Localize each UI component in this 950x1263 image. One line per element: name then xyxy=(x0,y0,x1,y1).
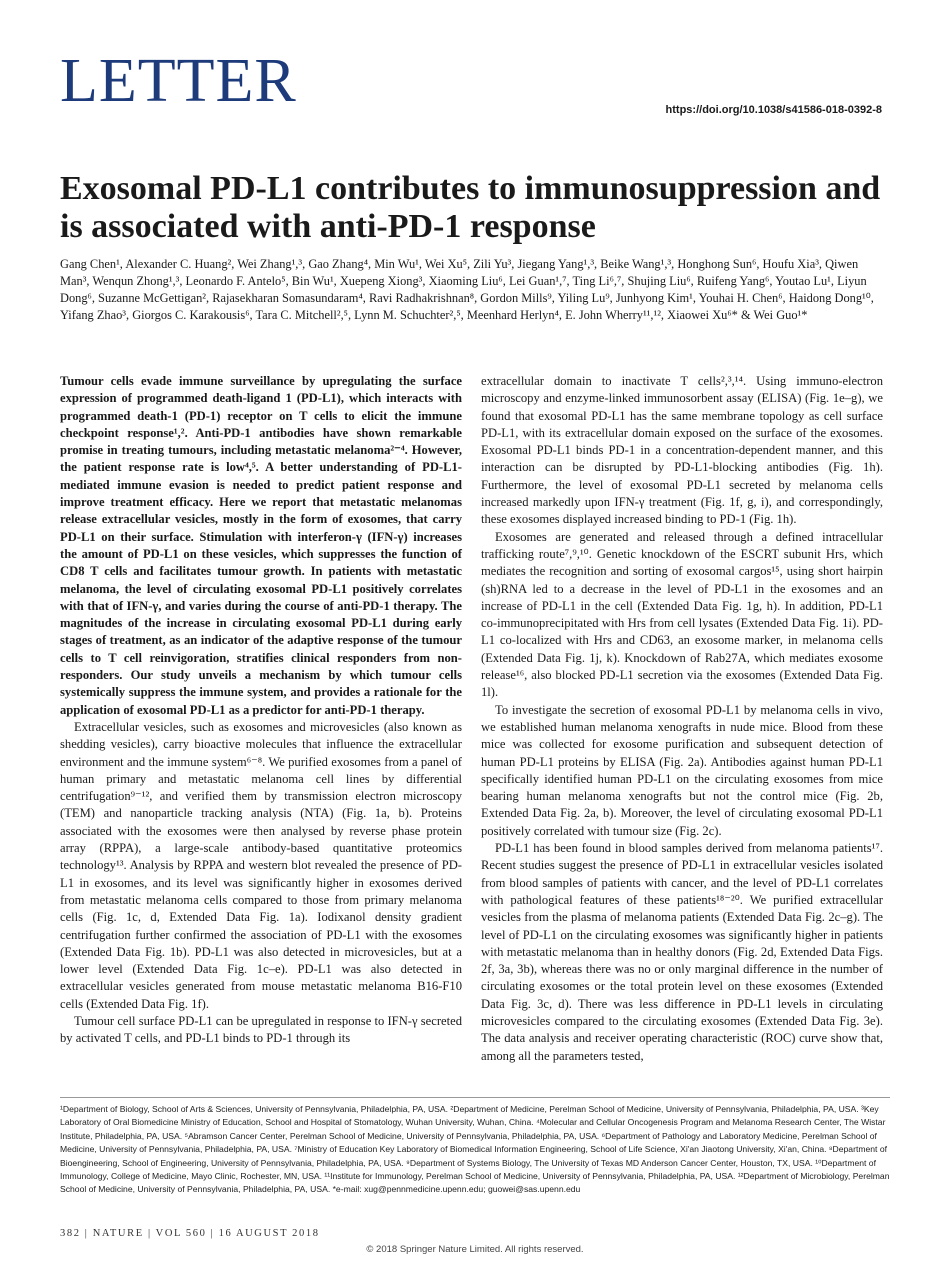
left-column xyxy=(60,373,462,1048)
body-paragraph: To investigate the secretion of exosomal PD-L1 by melanoma cells in vivo, we established human melanoma xenografts in nude mice. Blood from these mice was collected for exosome purification and subsequent detection of human PD-L1 proteins by ELISA (Fig. 2a). Antibodies against human PD-L1 specifically identified human PD-L1 on the circulating exosomes from mice bearing human melanoma xenografts but not the control mice (Fig. 2b, Extended Data Fig. 2a, b). Moreover, the level of circulating exosomal PD-L1 positively correlated with tumour size (Fig. 2c). xyxy=(481,702,883,838)
author-list: Gang Chen¹, Alexander C. Huang², Wei Zhang¹,³, Gao Zhang⁴, Min Wu¹, Wei Xu⁵, Zili Yu³, Jiegang Yang¹,³, Beike Wang¹,³, Honghong Sun⁶, Houfu Xia³, Qiwen Man³, Wenqun Zhong¹,³, Leonardo F. Antelo⁵, Bin Wu¹, Xuepeng Xiong³, Xiaoming Liu⁶, Lei Guan¹,⁷, Ting Li⁶,⁷, Shujing Liu⁶, Ruifeng Yang⁶, Youtao Lu¹, Liyun Dong⁶, Suzanne McGettigan², Rajasekharan Somasundaram⁴, Ravi Radhakrishnan⁸, Gordon Mills⁹, Yiling Lu⁹, Junhyong Kim¹, Youhai H. Chen⁶, Haidong Dong¹⁰, Yifang Zhao³, Giorgos C. Karakousis⁶, Tara C. Mitchell²,⁵, Lynn M. Schuchter²,⁵, Meenhard Herlyn⁴, E. John Wherry¹¹,¹², Xiaowei Xu⁶* & Wei Guo¹* xyxy=(60,257,874,322)
body-paragraph: Extracellular vesicles, such as exosomes and microvesicles (also known as shedding vesicles), carry bioactive molecules that influence the extracellular environment and the immune system⁶⁻⁸. We purified exosomes from a panel of human primary and metastatic melanoma cell lines by differential centrifugation⁹⁻¹², and verified them by transmission electron microscopy (TEM) and nanoparticle tracking analysis (NTA) (Fig. 1a, b). Proteins associated with the exosomes were then analysed by reverse phase protein array (RPPA), a large-scale antibody-based quantitative proteomics technology¹³. Analysis by RPPA and western blot revealed the presence of PD-L1 in exosomes, and its level was significantly higher in exosomes derived from metastatic melanoma cells compared to those from primary melanoma cells (Fig. 1c, d, Extended Data Fig. 1a). Iodixanol density gradient centrifugation further confirmed the association of PD-L1 with the exosomes (Extended Data Fig. 1b). PD-L1 was also detected in microvesicles, but at a lower level (Extended Data Fig. 1c–e). PD-L1 was also detected in extracellular vesicles generated from mouse metastatic melanoma B16-F10 cells (Extended Data Fig. 1f). xyxy=(60,719,462,1011)
right-column xyxy=(481,373,883,1065)
section-label: LETTER xyxy=(60,47,297,115)
article-title: Exosomal PD-L1 contributes to immunosuppression and is associated with anti-PD-1 response xyxy=(60,170,881,245)
body-paragraph: extracellular domain to inactivate T cells²,³,¹⁴. Using immuno-electron microscopy and enzyme-linked immunosorbent assay (ELISA) (Fig. 1e–g), we found that exosomal PD-L1 has the same membrane topology as cell surface PD-L1, with its extracellular domain exposed on the surface of the exosomes. Exosomal PD-L1 binds PD-1 in a concentration-dependent manner, and this interaction can be disrupted by PD-L1-blocking antibodies (Fig. 1h). Furthermore, the level of exosomal PD-L1 secreted by melanoma cells increased markedly upon IFN-γ treatment (Fig. 1f, g, i), and correspondingly, these exosomes displayed increased binding to PD-1 (Fig. 1h). xyxy=(481,374,883,527)
body-paragraph: Tumour cell surface PD-L1 can be upregulated in response to IFN-γ secreted by activated T cells, and PD-L1 binds to PD-1 through its xyxy=(60,1013,462,1046)
page-info: 382 | NATURE | VOL 560 | 16 AUGUST 2018 xyxy=(60,1228,320,1239)
affiliations-footnote: ¹Department of Biology, School of Arts & Sciences, University of Pennsylvania, Philadelphia, PA, USA. ²Department of Medicine, Perelman School of Medicine, University of Pennsylvania, Philadelphia, PA, USA. ³Key Laboratory of Oral Biomedicine Ministry of Education, School and Hospital of Stomatology, Wuhan University, Wuhan, China. ⁴Molecular and Cellular Oncogenesis Program and Melanoma Research Center, The Wistar Institute, Philadelphia, PA, USA. ⁵Abramson Cancer Center, Perelman School of Medicine, University of Pennsylvania, Philadelphia, PA, USA. ⁶Department of Pathology and Laboratory Medicine, Perelman School of Medicine, University of Pennsylvania, Philadelphia, PA, USA. ⁷Ministry of Education Key Laboratory of Biomedical Information Engineering, School of Life Science, Xi'an Jiaotong University, Xi'an, China. ⁸Department of Bioengineering, School of Engineering, University of Pennsylvania, Philadelphia, PA, USA. ⁹Department of Systems Biology, The University of Texas MD Anderson Cancer Center, Houston, TX, USA. ¹⁰Department of Immunology, College of Medicine, Mayo Clinic, Rochester, MN, USA. ¹¹Institute for Immunology, Perelman School of Medicine, University of Pennsylvania, Philadelphia, PA, USA. ¹²Department of Microbiology, Perelman School of Medicine, University of Pennsylvania, Philadelphia, PA, USA. *e-mail: xug@pennmedicine.upenn.edu; guowei@sas.upenn.edu xyxy=(60,1104,890,1195)
body-paragraph: Exosomes are generated and released through a defined intracellular trafficking route⁷,⁹,¹⁰. Genetic knockdown of the ESCRT subunit Hrs, which mediates the recognition and sorting of exosomal cargos¹⁵, using short hairpin (sh)RNA led to a decrease in the level of PD-L1 in the exosomes and an increase of PD-L1 in the cell (Extended Data Fig. 1g, h). In addition, PD-L1 co-immunoprecipitated with Hrs from cell lysates (Extended Data Fig. 1i). PD-L1 co-localized with Hrs and CD63, an exosome marker, in melanoma cells (Extended Data Fig. 1j, k). Knockdown of Rab27A, which mediates exosome release¹⁶, also blocked PD-L1 secretion via the exosomes (Extended Data Fig. 1l). xyxy=(481,529,883,700)
copyright-notice: © 2018 Springer Nature Limited. All rights reserved. xyxy=(366,1244,584,1255)
footnote-divider xyxy=(60,1097,890,1098)
doi-link[interactable]: https://doi.org/10.1038/s41586-018-0392-8 xyxy=(665,104,882,116)
body-paragraph: PD-L1 has been found in blood samples derived from melanoma patients¹⁷. Recent studies suggest the presence of PD-L1 in extracellular vesicles isolated from blood samples of patients with cancer, and the level of PD-L1 correlates with pathological features of these patients¹⁸⁻²⁰. We purified extracellular vesicles from the plasma of melanoma patients (Extended Data Fig. 2c–g). The level of PD-L1 on the circulating exosomes was significantly higher in patients with metastatic melanoma than in healthy donors (Fig. 2d, Extended Data Figs. 2f, 3a, 3b), whereas there was no or only marginal difference in the number of circulating exosomes or the total protein level on these exosomes (Extended Data Fig. 3c, d). There was less difference in PD-L1 levels in circulating microvesicles compared to the circulating exosomes (Extended Data Fig. 3e). The data analysis and receiver operating characteristic (ROC) curve show that, among all the parameters tested, xyxy=(481,841,883,1063)
abstract: Tumour cells evade immune surveillance by upregulating the surface expression of programmed death-ligand 1 (PD-L1), which interacts with programmed death-1 (PD-1) receptor on T cells to elicit the immune checkpoint response¹,². Anti-PD-1 antibodies have shown remarkable promise in treating tumours, including metastatic melanoma²⁻⁴. However, the patient response rate is low⁴,⁵. A better understanding of PD-L1-mediated immune evasion is needed to predict patient response and improve treatment efficacy. Here we report that metastatic melanomas release extracellular vesicles, mostly in the form of exosomes, that carry PD-L1 on their surface. Stimulation with interferon-γ (IFN-γ) increases the amount of PD-L1 on these vesicles, which suppresses the function of CD8 T cells and facilitates tumour growth. In patients with metastatic melanoma, the level of circulating exosomal PD-L1 positively correlates with that of IFN-γ, and varies during the course of anti-PD-1 therapy. The magnitudes of the increase in circulating exosomal PD-L1 during early stages of treatment, as an indicator of the adaptive response of the tumour cells to T cell reinvigoration, stratifies clinical responders from non-responders. Our study unveils a mechanism by which tumour cells systemically suppress the immune system, and provides a rationale for the application of exosomal PD-L1 as a predictor for anti-PD-1 therapy. xyxy=(60,374,462,717)
